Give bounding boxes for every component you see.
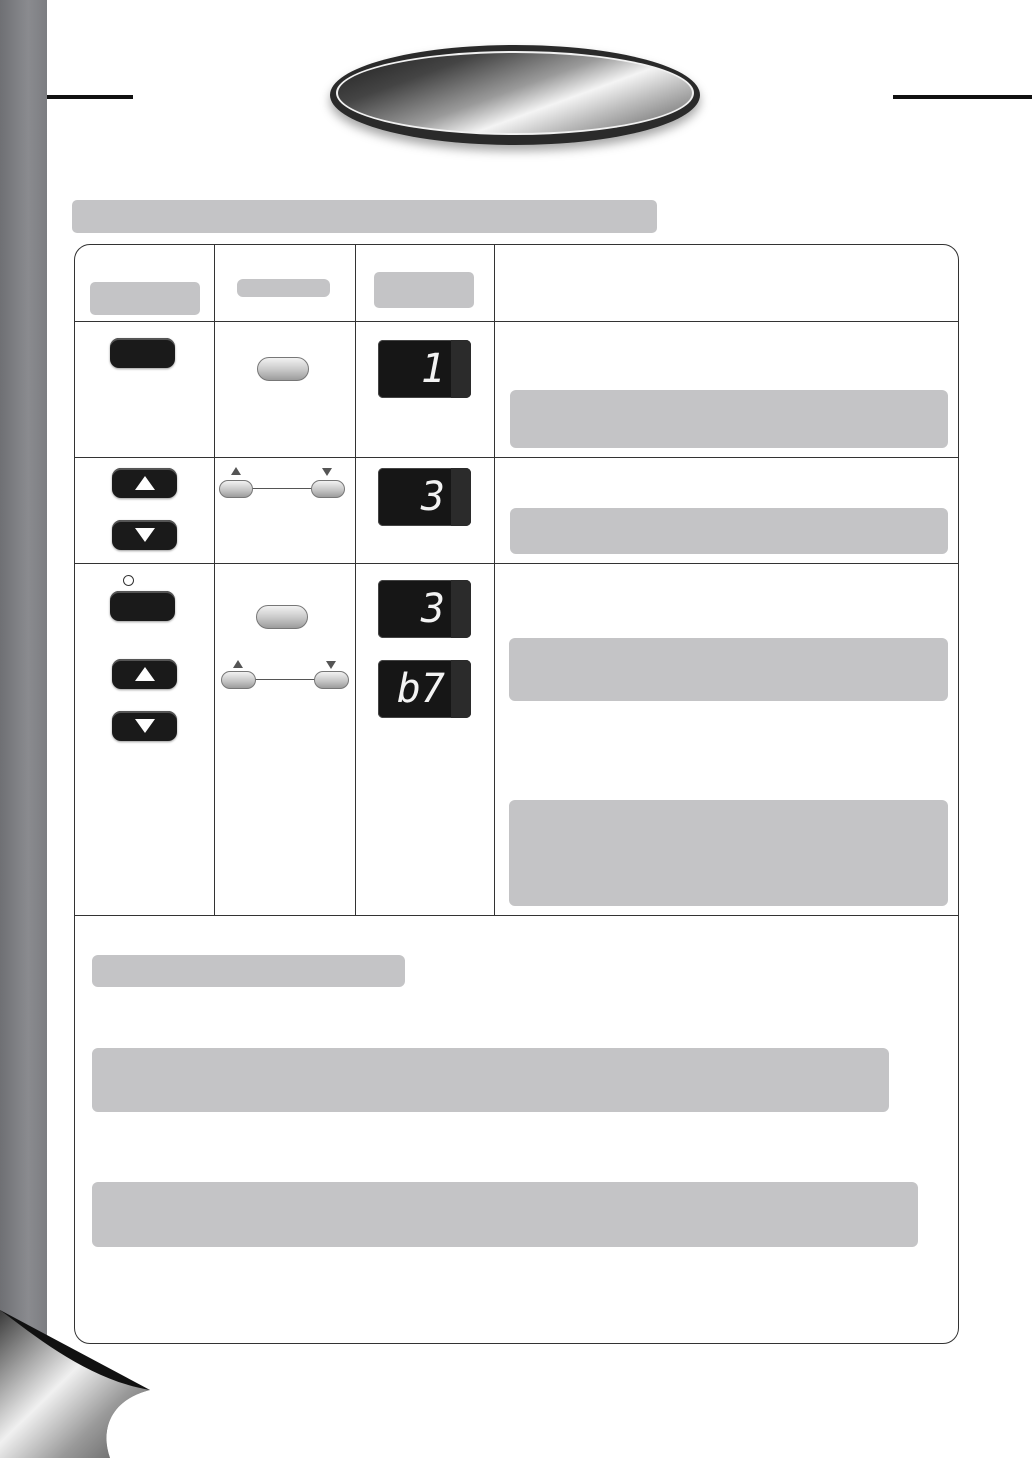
down-button-row2[interactable] [112,520,177,550]
page-curl-icon [0,1310,150,1458]
column-divider-1 [214,245,215,915]
lcd-display-row2: 3 [378,468,471,526]
header-rule-right [893,95,1032,99]
remote-up-button-row3[interactable] [221,671,256,689]
up-button-row2[interactable] [112,468,177,498]
note-box-row1 [510,390,948,448]
up-button-row3[interactable] [112,659,177,689]
lcd-display-row1: 1 [378,340,471,398]
notes-box-1 [92,1048,889,1112]
notes-heading-bar [92,955,405,987]
row-divider-header [75,321,959,322]
remote-down-triangle-icon [322,468,332,476]
notes-box-2 [92,1182,918,1247]
remote-enter-button-row3[interactable] [256,605,308,629]
remote-enter-button[interactable] [257,357,309,381]
column-divider-3 [494,245,495,915]
remote-up-button-row2[interactable] [219,480,253,498]
remote-up-triangle-icon [231,467,241,475]
title-oval-badge [330,45,700,145]
remote-down-button-row3[interactable] [314,671,349,689]
enter-button[interactable] [110,338,175,368]
row-divider-2 [75,563,959,564]
row-divider-1 [75,457,959,458]
column-divider-2 [355,245,356,915]
down-button-row3[interactable] [112,711,177,741]
header-label-col2 [237,279,330,297]
up-arrow-icon [135,476,155,490]
note-box-row3-b [509,800,948,906]
down-arrow-icon [135,719,155,733]
header-rule-left [47,95,133,99]
enter-button-row3[interactable] [110,591,175,621]
header-label-col3 [374,272,474,308]
row-divider-3 [75,915,959,916]
note-box-row2 [510,508,948,554]
section-heading-bar [72,200,657,233]
down-arrow-icon [135,528,155,542]
up-arrow-icon [135,667,155,681]
remote-up-triangle-icon [233,660,243,668]
lcd-display-row3-top: 3 [378,580,471,638]
note-box-row3-a [509,638,948,701]
remote-down-triangle-icon [326,661,336,669]
lcd-display-row3-bottom: b7 [378,660,471,718]
header-label-col1 [90,282,200,315]
left-sidebar-band [0,0,47,1458]
remote-down-button-row2[interactable] [311,480,345,498]
title-oval-inner [336,51,694,135]
indicator-circle-icon [123,575,134,586]
